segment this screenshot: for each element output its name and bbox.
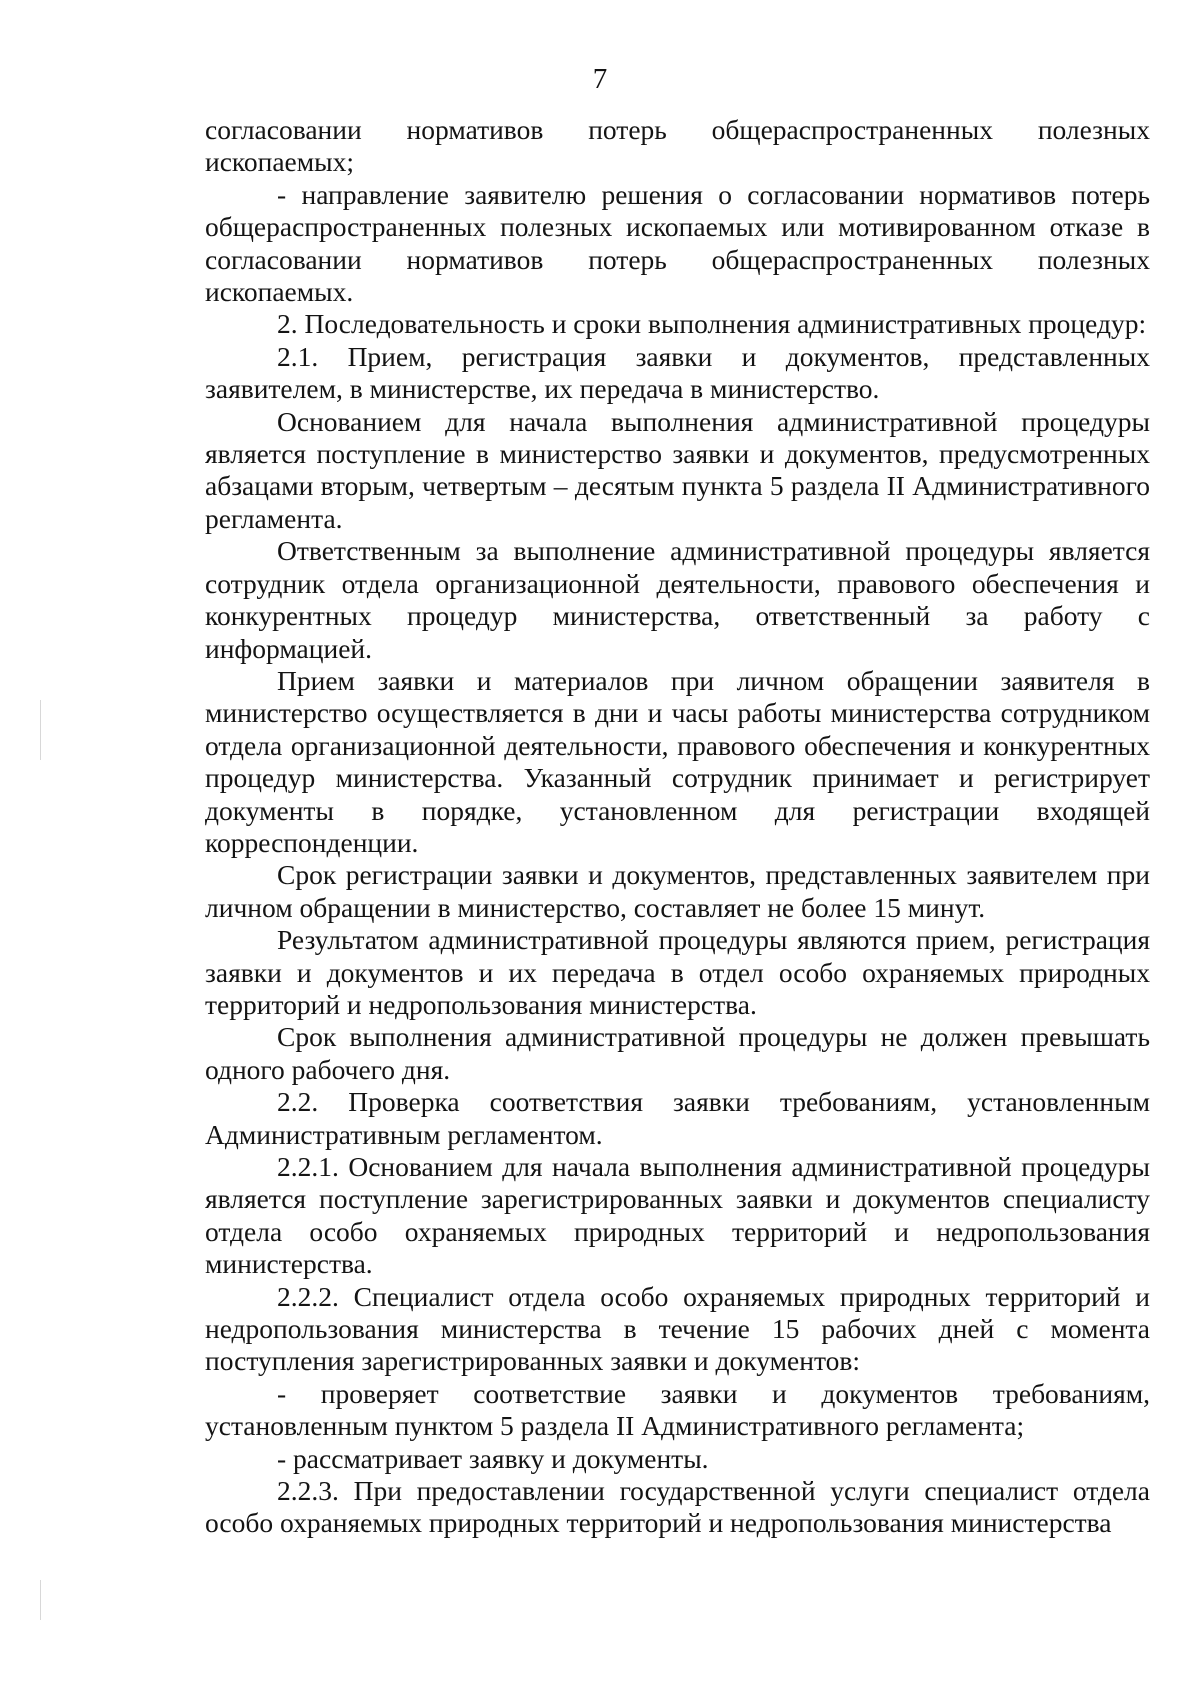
paragraph: согласовании нормативов потерь общераспространенных полезных ископаемых; [205,114,1150,178]
paragraph: - рассматривает заявку и документы. [277,1442,709,1474]
paragraph: Прием заявки и материалов при личном обращении заявителя в министерство осуществляется в дни и часы работы министерства сотрудником отдела организационной деятельности, правового обеспечения и конкурентных процедур министерства. Указанный сотрудник принимает и регистрирует документы в порядке, установленном для регистрации входящей корреспонденции. [205,664,1150,858]
paragraph: 2.2.1. Основанием для начала выполнения административной процедуры является поступление зарегистрированных заявки и документов специалисту отдела особо охраняемых природных территорий и недропользования министерства. [205,1151,1150,1280]
document-body [205,114,1150,1540]
scan-edge-mark [40,700,41,760]
paragraph: Ответственным за выполнение административной процедуры является сотрудник отдела организационной деятельности, правового обеспечения и конкурентных процедур министерства, ответственный за работу с информацией. [205,535,1150,664]
scan-edge-mark [40,1580,41,1620]
paragraph: 2. Последовательность и сроки выполнения административных процедур: [277,308,1147,340]
paragraph: Результатом административной процедуры являются прием, регистрация заявки и документов и их передача в отдел особо охраняемых природных территорий и недропользования министерства. [205,924,1150,1020]
paragraph: 2.2.3. При предоставлении государственной услуги специалист отдела особо охраняемых природных территорий и недропользования министерства [205,1475,1150,1539]
paragraph: Срок выполнения административной процедуры не должен превышать одного рабочего дня. [205,1021,1150,1085]
paragraph: 2.2.2. Специалист отдела особо охраняемых природных территорий и недропользования министерства в течение 15 рабочих дней с момента поступления зарегистрированных заявки и документов: [205,1280,1150,1377]
paragraph: 2.2. Проверка соответствия заявки требованиям, установленным Административным регламентом. [205,1086,1150,1150]
paragraph: 2.1. Прием, регистрация заявки и документов, представленных заявителем, в министерстве, их передача в министерство. [205,340,1150,405]
paragraph: - проверяет соответствие заявки и документов требованиям, установленным пунктом 5 раздела II Административного регламента; [205,1377,1150,1442]
paragraph: Основанием для начала выполнения административной процедуры является поступление в министерство заявки и документов, предусмотренных абзацами вторым, четвертым – десятым пункта 5 раздела II Административного регламента. [205,405,1150,534]
page-number: 7 [592,63,608,95]
paragraph: Срок регистрации заявки и документов, представленных заявителем при личном обращении в министерство, составляет не более 15 минут. [205,859,1150,923]
paragraph: - направление заявителю решения о согласовании нормативов потерь общераспространенных полезных ископаемых или мотивированном отказе в согласовании нормативов потерь общераспространенных полезных ископаемых. [205,178,1150,308]
